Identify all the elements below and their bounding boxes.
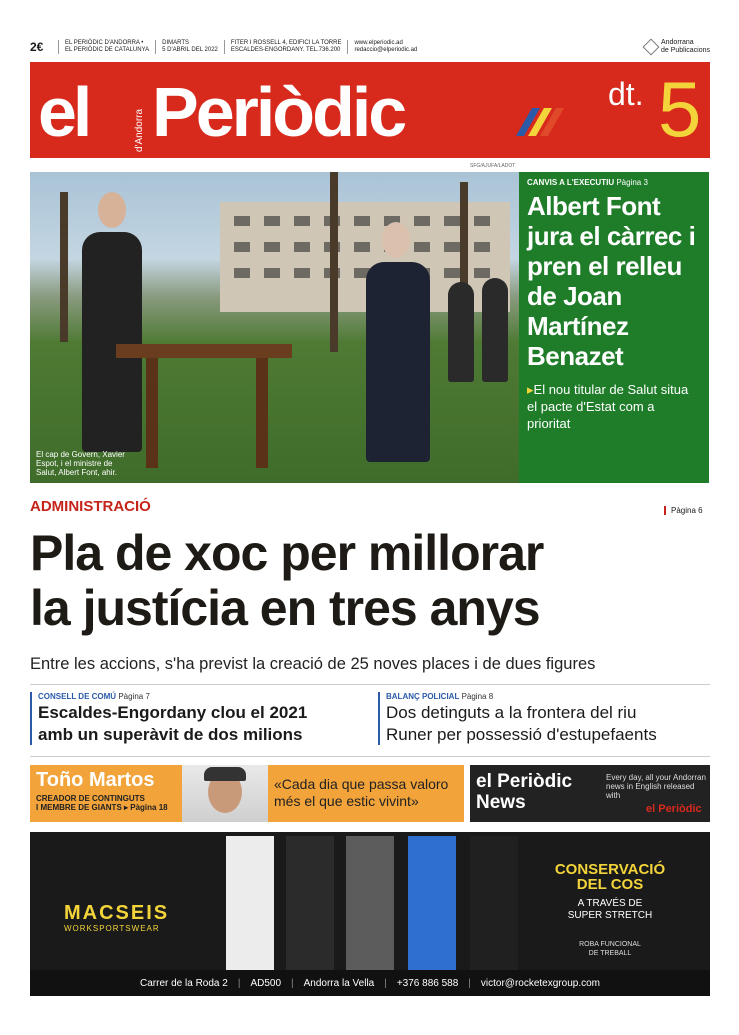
promo-role: CREADOR DE CONTINGUTS I MEMBRE DE GIANTS ▸ Pàgina 18: [36, 794, 168, 812]
main-page-ref: Pàgina 6: [664, 506, 703, 515]
lead-kicker: CANVIS A L'EXECUTIU Pàgina 3: [527, 178, 648, 187]
ad-tagline: ROBA FUNCIONAL DE TREBALL: [579, 941, 641, 957]
lead-headline[interactable]: Albert Font jura el càrrec i pren el relleu de Joan Martínez Benazet: [527, 191, 696, 371]
lead-page-ref: Pàgina 3: [616, 178, 648, 187]
association-mark: [645, 39, 710, 55]
masthead-day-number: 5: [658, 65, 702, 153]
pants-image: [408, 836, 456, 970]
arrow-icon: ▸: [527, 382, 534, 397]
brief-headline: Runer per possessió d'estupefaents: [386, 725, 657, 744]
issue-date: DIMARTS 5 D'ABRIL DEL 2022: [155, 40, 224, 54]
pants-image: [346, 836, 394, 970]
lead-photo: [30, 172, 519, 483]
photo-caption: El cap de Govern, Xavier Espot, i el ministre de Salut, Albert Font, ahir.: [36, 450, 125, 477]
masthead-el: el: [38, 73, 89, 151]
brief-kicker: BALANÇ POLICIAL Pàgina 8: [386, 692, 494, 701]
price: 2€: [30, 39, 44, 54]
association-logo-icon: [642, 39, 659, 56]
divider: [30, 684, 710, 685]
news-mini-logo: el Periòdic: [646, 803, 702, 815]
divider: [30, 756, 710, 757]
section-label: ADMINISTRACIÓ: [30, 498, 151, 515]
brief-story[interactable]: [378, 692, 708, 745]
brief-kicker: CONSELL DE COMÚ Pàgina 7: [38, 692, 150, 701]
news-promo[interactable]: [470, 765, 710, 822]
promo-portrait: [182, 765, 268, 822]
pants-image: [470, 836, 518, 970]
promo-name: Toño Martos: [36, 769, 155, 791]
news-brand: el Periòdic News: [476, 771, 573, 813]
andorra-flag-icon: [510, 98, 570, 142]
contact: www.elperiodic.ad redaccio@elperiodic.ad: [347, 40, 423, 54]
brief-headline: Dos detinguts a la frontera del riu: [386, 703, 637, 722]
advertisement[interactable]: [30, 832, 710, 996]
lead-story[interactable]: [519, 172, 709, 483]
masthead-dandorra: d'Andorra: [134, 108, 145, 152]
brief-story[interactable]: [30, 692, 360, 745]
promo-quote: «Cada dia que passa valoro més el que estic vivint»: [274, 776, 449, 809]
masthead-day-abbr: dt.: [608, 76, 644, 112]
news-desc: Every day, all your Andorran news in English released with: [606, 773, 706, 800]
ad-footer: Carrer de la Roda 2 | AD500 | Andorra la Vella | +376 886 588 | victor@rocketexgroup.com: [30, 970, 710, 996]
pants-image: [226, 836, 274, 970]
ad-logo-sub: WORKSPORTSWEAR: [64, 924, 160, 933]
ad-title: CONSERVACIÓ DEL COS: [554, 861, 666, 893]
brief-headline: Escaldes-Engordany clou el 2021: [38, 703, 308, 722]
info-bar: [30, 36, 710, 58]
lead-subhead: ▸El nou titular de Salut situa el pacte d'Estat com a prioritat: [527, 382, 689, 431]
main-deck: Entre les accions, s'ha previst la creació de 25 noves places i de dues figures: [30, 655, 596, 673]
association-name: Andorrana de Publicacions: [660, 39, 710, 54]
brief-headline: amb un superàvit de dos milions: [38, 725, 303, 744]
main-headline[interactable]: Pla de xoc per millorar la justícia en tres anys: [30, 525, 544, 636]
publisher-line: EL PERIÒDIC D'ANDORRA • EL PERIÒDIC DE CATALUNYA: [58, 40, 155, 54]
masthead-periodic: Periòdic: [152, 73, 405, 151]
photo-credit: SFG/AJUFA/LADOT: [470, 163, 516, 169]
ad-logo: MACSEIS: [64, 902, 170, 924]
address: FITER I ROSSELL 4, EDIFICI LA TORRE ESCALDES-ENGORDANY. TEL.736.200: [224, 40, 348, 54]
interview-promo[interactable]: [30, 765, 464, 822]
pants-image: [286, 836, 334, 970]
ad-subtitle: A TRAVÉS DE SUPER STRETCH: [567, 898, 653, 921]
masthead: [30, 62, 710, 158]
